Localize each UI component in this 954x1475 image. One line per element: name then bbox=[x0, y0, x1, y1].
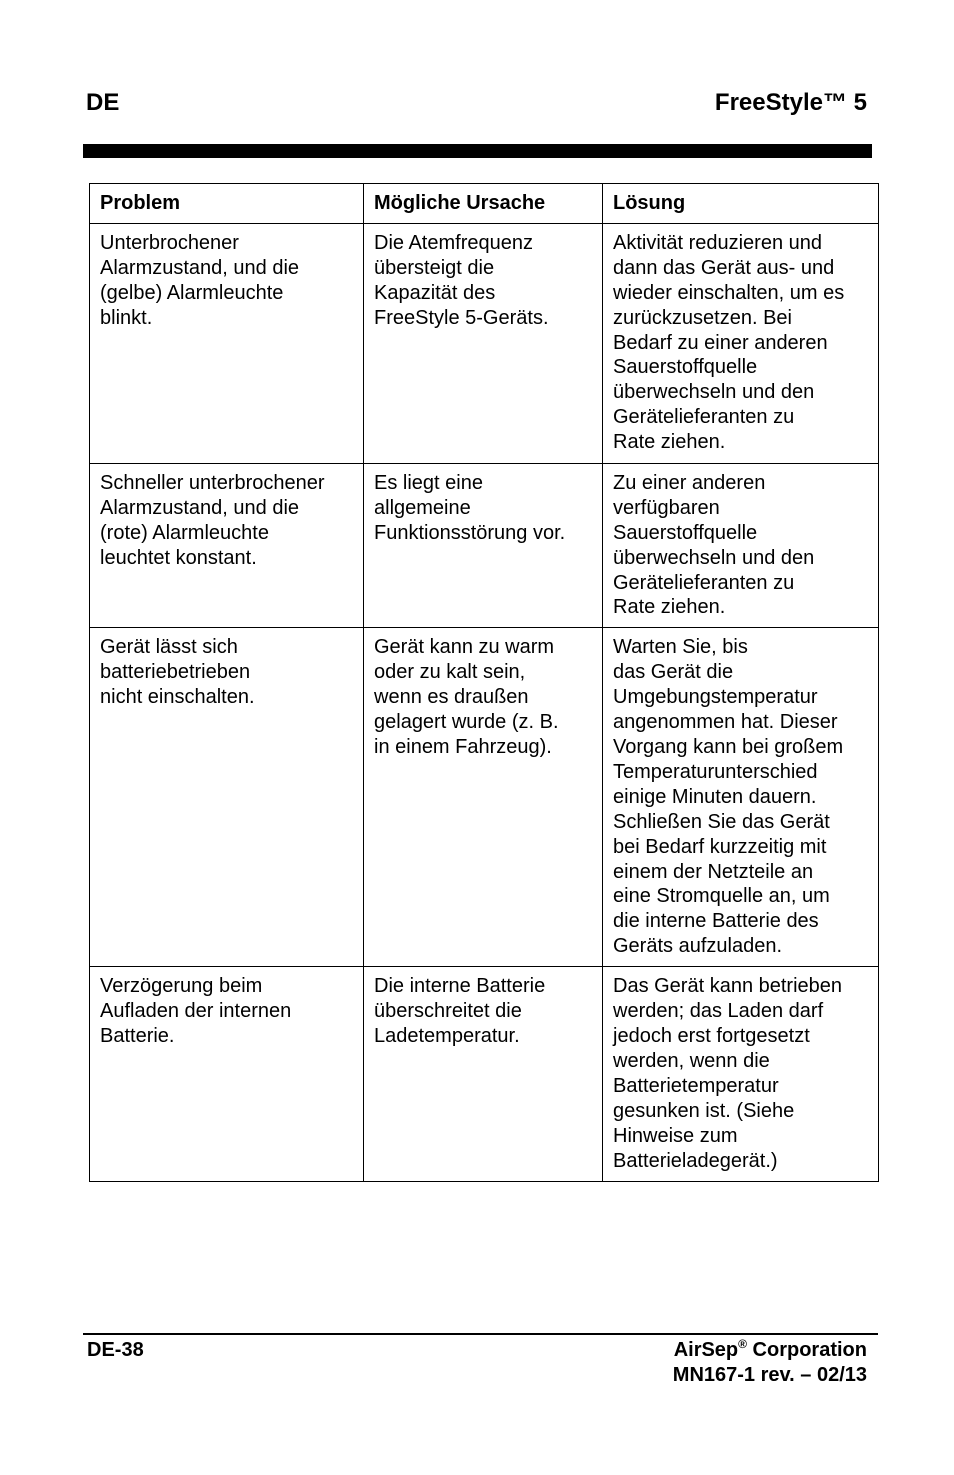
cell-line: Gerätelieferanten zu bbox=[613, 571, 795, 594]
cell-line: blinkt. bbox=[100, 306, 153, 329]
cell-line: Geräts aufzuladen. bbox=[613, 935, 782, 958]
cell-line: Alarmzustand, und die bbox=[100, 256, 300, 279]
cell-line: Das Gerät kann betrieben bbox=[613, 975, 843, 998]
cell-line: Batterietemperatur bbox=[613, 1074, 779, 1097]
cell-line: Bedarf zu einer anderen bbox=[613, 331, 828, 354]
cell-solution bbox=[603, 463, 879, 627]
language-code: DE bbox=[86, 89, 120, 116]
cell-cause bbox=[364, 463, 603, 627]
cell-line: Sauerstoffquelle bbox=[613, 356, 758, 379]
cell-line: (rote) Alarmleuchte bbox=[100, 521, 269, 544]
cell-problem bbox=[90, 223, 364, 463]
cell-line: werden, wenn die bbox=[613, 1050, 770, 1073]
cell-line: Vorgang kann bei großem bbox=[613, 735, 844, 758]
page-number: DE-38 bbox=[87, 1339, 144, 1361]
cell-line: zurückzusetzen. Bei bbox=[613, 306, 792, 329]
cell-line: leuchtet konstant. bbox=[100, 546, 257, 569]
cell-line: FreeStyle 5-Geräts. bbox=[374, 306, 549, 329]
cell-line: Rate ziehen. bbox=[613, 431, 726, 454]
cell-cause bbox=[364, 223, 603, 463]
troubleshooting-table bbox=[89, 183, 879, 1182]
table-header-row bbox=[90, 184, 879, 224]
cell-line: angenommen hat. Dieser bbox=[613, 711, 838, 734]
cell-line: Schneller unterbrochener bbox=[100, 471, 325, 494]
cell-line: allgemeine bbox=[374, 496, 471, 519]
cell-cause bbox=[364, 628, 603, 967]
revision-label: MN167-1 rev. – 02/13 bbox=[672, 1364, 867, 1386]
cell-line: Die Atemfrequenz bbox=[374, 231, 533, 254]
column-header-cause: Mögliche Ursache bbox=[364, 184, 603, 224]
cell-line: Funktionsstörung vor. bbox=[374, 521, 566, 544]
cell-line: batteriebetrieben bbox=[100, 661, 251, 684]
cell-line: Temperaturunterschied bbox=[613, 760, 818, 783]
cell-line: eine Stromquelle an, um bbox=[613, 885, 830, 908]
cell-line: jedoch erst fortgesetzt bbox=[613, 1025, 810, 1048]
cell-line: dann das Gerät aus- und bbox=[613, 256, 835, 279]
cell-line: einem der Netzteile an bbox=[613, 860, 814, 883]
cell-line: nicht einschalten. bbox=[100, 686, 255, 709]
cell-solution bbox=[603, 967, 879, 1181]
cell-line: Verzögerung beim bbox=[100, 975, 263, 998]
cell-line: Batterieladegerät.) bbox=[613, 1149, 778, 1172]
cell-line: wieder einschalten, um es bbox=[613, 281, 845, 304]
registered-mark: ® bbox=[738, 1337, 747, 1351]
cell-line: Umgebungstemperatur bbox=[613, 686, 818, 709]
company-brand: AirSep bbox=[673, 1339, 739, 1361]
cell-line: Aktivität reduzieren und bbox=[613, 231, 823, 254]
cell-line: Alarmzustand, und die bbox=[100, 496, 300, 519]
cell-line: überwechseln und den bbox=[613, 546, 815, 569]
cell-line: einige Minuten dauern. bbox=[613, 785, 817, 808]
footer-divider bbox=[83, 1333, 878, 1335]
company-suffix: Corporation bbox=[747, 1339, 867, 1361]
cell-line: die interne Batterie des bbox=[613, 910, 819, 933]
table-row bbox=[90, 628, 879, 967]
table-row bbox=[90, 223, 879, 463]
cell-line: Aufladen der internen bbox=[100, 1000, 292, 1023]
cell-line: Kapazität des bbox=[374, 281, 496, 304]
cell-problem bbox=[90, 463, 364, 627]
cell-line: bei Bedarf kurzzeitig mit bbox=[613, 835, 827, 858]
cell-line: Gerät kann zu warm bbox=[374, 636, 555, 659]
document-title: FreeStyle™ 5 bbox=[714, 89, 867, 116]
cell-line: Ladetemperatur. bbox=[374, 1025, 520, 1048]
column-header-solution: Lösung bbox=[603, 184, 879, 224]
cell-line: Unterbrochener bbox=[100, 231, 239, 254]
cell-line: oder zu kalt sein, bbox=[374, 661, 526, 684]
column-header-problem: Problem bbox=[90, 184, 364, 224]
cell-line: übersteigt die bbox=[374, 256, 495, 279]
cell-line: Es liegt eine bbox=[374, 471, 483, 494]
cell-line: verfügbaren bbox=[613, 496, 720, 519]
cell-line: überwechseln und den bbox=[613, 381, 815, 404]
cell-line: in einem Fahrzeug). bbox=[374, 735, 552, 758]
table-row bbox=[90, 463, 879, 627]
cell-line: Hinweise zum bbox=[613, 1124, 738, 1147]
cell-line: Gerätelieferanten zu bbox=[613, 406, 795, 429]
cell-line: gelagert wurde (z. B. bbox=[374, 711, 559, 734]
cell-cause bbox=[364, 967, 603, 1181]
cell-line: überschreitet die bbox=[374, 1000, 522, 1023]
cell-line: Rate ziehen. bbox=[613, 596, 726, 619]
cell-line: werden; das Laden darf bbox=[613, 1000, 824, 1023]
table-row bbox=[90, 967, 879, 1181]
cell-line: Sauerstoffquelle bbox=[613, 521, 758, 544]
cell-line: Die interne Batterie bbox=[374, 975, 546, 998]
company-name bbox=[673, 1338, 867, 1363]
header-divider bbox=[83, 144, 872, 158]
cell-solution bbox=[603, 628, 879, 967]
cell-problem bbox=[90, 628, 364, 967]
cell-line: Batterie. bbox=[100, 1025, 175, 1048]
table-body bbox=[90, 223, 879, 1181]
cell-line: wenn es draußen bbox=[374, 686, 529, 709]
cell-line: gesunken ist. (Siehe bbox=[613, 1099, 795, 1122]
cell-line: Gerät lässt sich bbox=[100, 636, 238, 659]
cell-line: (gelbe) Alarmleuchte bbox=[100, 281, 284, 304]
cell-line: das Gerät die bbox=[613, 661, 734, 684]
cell-line: Schließen Sie das Gerät bbox=[613, 810, 830, 833]
cell-line: Warten Sie, bis bbox=[613, 636, 748, 659]
cell-line: Zu einer anderen bbox=[613, 471, 766, 494]
footer-company-block bbox=[673, 1338, 867, 1388]
cell-solution bbox=[603, 223, 879, 463]
cell-problem bbox=[90, 967, 364, 1181]
